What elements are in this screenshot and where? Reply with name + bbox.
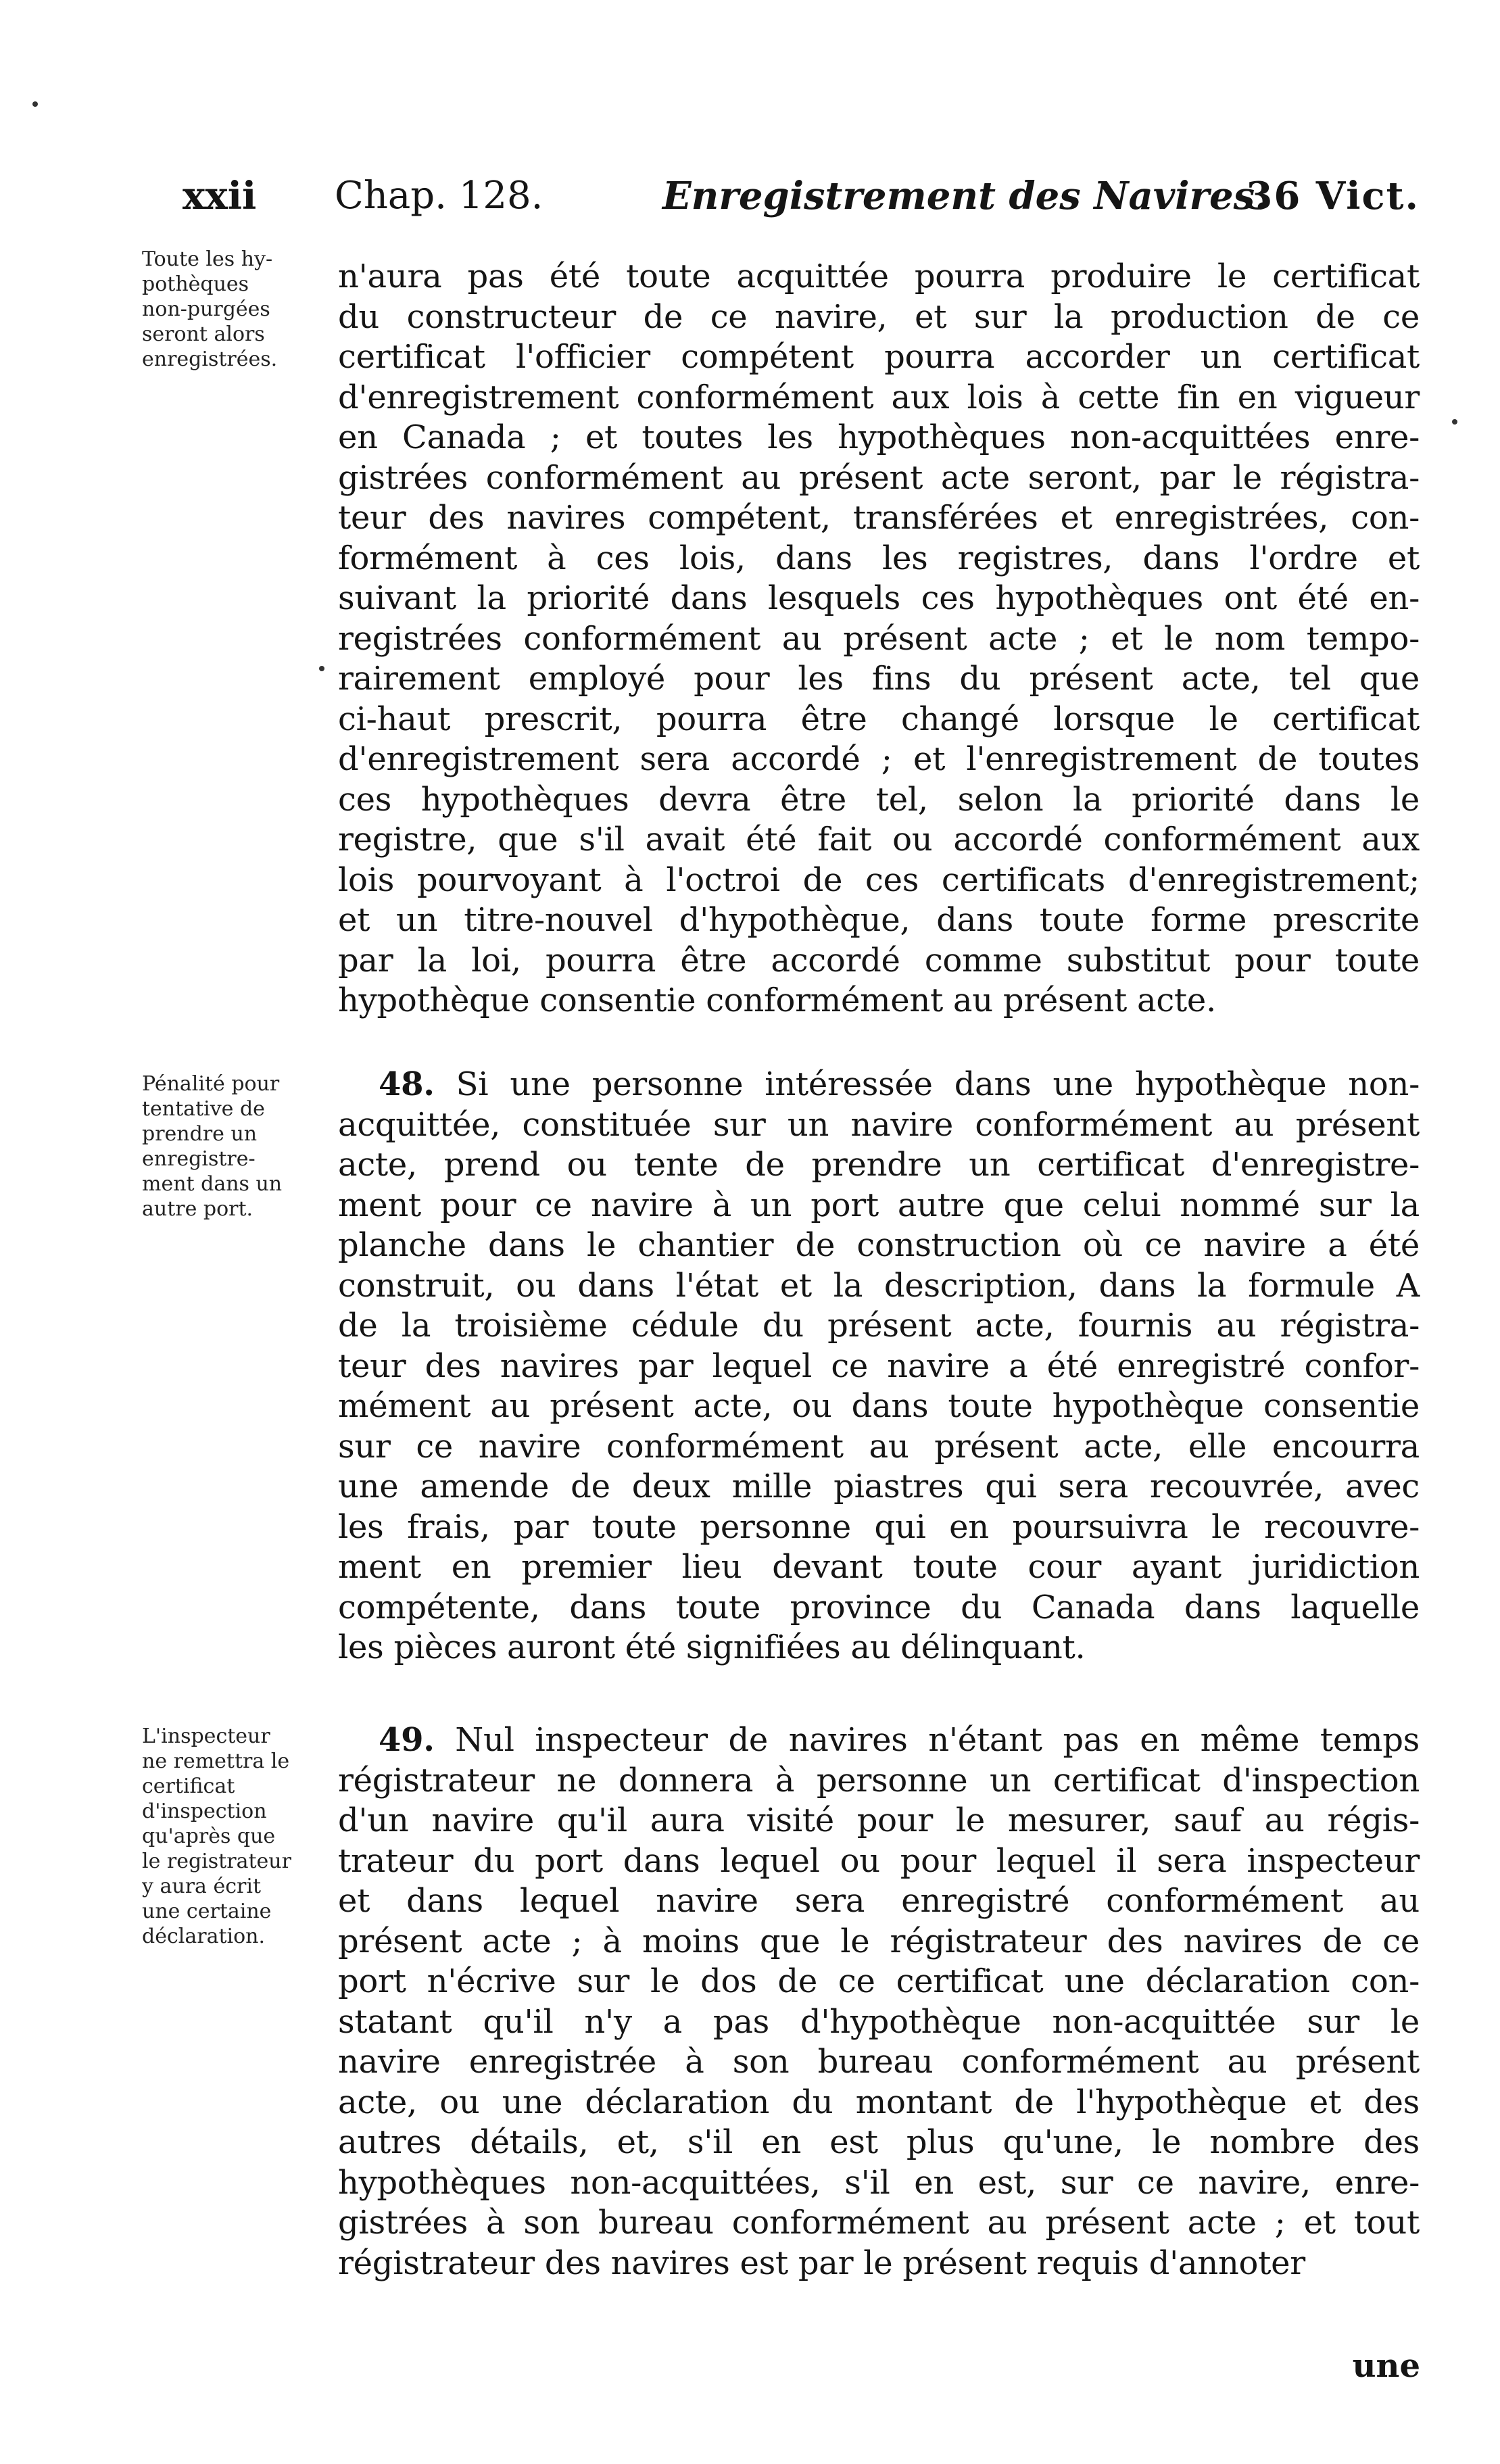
print-speck: [1452, 419, 1457, 425]
sidenote-line: Pénalité pour: [142, 1072, 280, 1096]
section-number: 49.: [379, 1721, 435, 1759]
text-line: teur des navires par lequel ce navire a été enregistré confor-: [338, 1347, 1420, 1385]
regnal-year: 36 Vict.: [1246, 174, 1420, 218]
sidenote-line: pothèques: [142, 272, 249, 296]
sidenote-line: enregistre-: [142, 1147, 256, 1171]
text-line: registre, que s'il avait été fait ou accordé conformément aux: [338, 821, 1420, 859]
text-line: trateur du port dans lequel ou pour lequel il sera inspecteur: [338, 1841, 1420, 1880]
text-line: port n'écrive sur le dos de ce certificat une déclaration con-: [338, 1962, 1420, 2000]
text-line: hypothèques non-acquittées, s'il en est, sur ce navire, enre-: [338, 2163, 1420, 2202]
sidenote-inspector: [142, 1724, 330, 1949]
text-line: sur ce navire conformément au présent acte, elle encourra: [338, 1427, 1420, 1466]
text-line: [338, 1720, 1420, 1761]
text-line: compétente, dans toute province du Canada dans laquelle: [338, 1588, 1420, 1626]
sidenote-line: certificat: [142, 1774, 235, 1798]
text-line: planche dans le chantier de construction où ce navire a été: [338, 1226, 1420, 1264]
text-line: par la loi, pourra être accordé comme substitut pour toute: [338, 941, 1420, 980]
text-line-content: Si une personne intéressée dans une hypothèque non-: [456, 1065, 1420, 1103]
text-line: certificat l'officier compétent pourra accorder un certificat: [338, 338, 1420, 376]
sidenote-line: prendre un: [142, 1122, 258, 1146]
sidenote-line: une certaine: [142, 1900, 272, 1923]
text-line-content: Nul inspecteur de navires n'étant pas en même temps: [455, 1721, 1420, 1759]
print-speck: [32, 101, 38, 107]
text-line: d'un navire qu'il aura visité pour le mesurer, sauf au régis-: [338, 1802, 1420, 1839]
sidenote-line: L'inspecteur: [142, 1724, 270, 1748]
text-line: du constructeur de ce navire, et sur la production de ce: [338, 297, 1420, 336]
text-line: d'enregistrement sera accordé ; et l'enregistrement de toutes: [338, 740, 1420, 778]
text-line: en Canada ; et toutes les hypothèques non-acquittées enre-: [338, 418, 1420, 456]
text-line: ment en premier lieu devant toute cour ayant juridiction: [338, 1548, 1420, 1586]
text-line: [338, 1065, 1420, 1105]
text-line: les frais, par toute personne qui en poursuivra le recouvre-: [338, 1507, 1420, 1546]
sidenote-line: seront alors: [142, 322, 265, 346]
text-line: acte, ou une déclaration du montant de l'hypothèque et des: [338, 2083, 1420, 2121]
section-48: [338, 1065, 1420, 1668]
text-line: mément au présent acte, ou dans toute hypothèque consentie: [338, 1387, 1420, 1425]
section-49: [338, 1720, 1420, 2284]
sidenote-line: qu'après que: [142, 1825, 276, 1848]
text-line: gistrées à son bureau conformément au présent acte ; et tout: [338, 2204, 1420, 2242]
text-line: statant qu'il n'y a pas d'hypothèque non-acquittée sur le: [338, 2002, 1420, 2041]
sidenote-line: Toute les hy-: [142, 247, 273, 271]
sidenote-line: y aura écrit: [142, 1875, 262, 1898]
section-number: 48.: [379, 1065, 435, 1103]
text-line: régistrateur des navires est par le présent requis d'annoter: [338, 2244, 1305, 2282]
text-line: n'aura pas été toute acquittée pourra produire le certificat: [338, 258, 1420, 295]
text-line: acquittée, constituée sur un navire conformément au présent: [338, 1105, 1420, 1144]
sidenote-line: d'inspection: [142, 1799, 267, 1823]
text-line: gistrées conformément au présent acte seront, par le régistra-: [338, 458, 1420, 497]
sidenote-line: ne remettra le: [142, 1749, 290, 1773]
text-line: et un titre-nouvel d'hypothèque, dans toute forme prescrite: [338, 901, 1420, 939]
text-line: autres détails, et, s'il en est plus qu'une, le nombre des: [338, 2123, 1420, 2161]
text-line: présent acte ; à moins que le régistrateur des navires de ce: [338, 1922, 1420, 1960]
text-line: et dans lequel navire sera enregistré conformément au: [338, 1882, 1420, 1920]
text-line: régistrateur ne donnera à personne un certificat d'inspection: [338, 1761, 1420, 1799]
page-number: xxii: [183, 174, 257, 218]
print-speck: [319, 666, 324, 671]
text-line: suivant la priorité dans lesquels ces hypothèques ont été en-: [338, 579, 1420, 617]
sidenote-line: le registrateur: [142, 1850, 291, 1873]
text-line: acte, prend ou tente de prendre un certificat d'enregistre-: [338, 1146, 1420, 1184]
text-line: hypothèque consentie conformément au présent acte.: [338, 982, 1216, 1019]
text-line: de la troisième cédule du présent acte, fournis au régistra-: [338, 1307, 1420, 1345]
text-line: les pièces auront été signifiées au délinquant.: [338, 1628, 1086, 1666]
text-line: navire enregistrée à son bureau conformément au présent: [338, 2043, 1420, 2081]
sidenote-line: tentative de: [142, 1097, 265, 1121]
text-line: registrées conformément au présent acte ; et le nom tempo-: [338, 619, 1420, 658]
sidenote-line: non-purgées: [142, 297, 270, 321]
text-line: construit, ou dans l'état et la description, dans la formule A: [338, 1266, 1420, 1305]
sidenote-line: déclaration.: [142, 1925, 266, 1948]
chapter-label: Chap. 128.: [335, 174, 543, 218]
running-title: Enregistrement des Navires.: [662, 174, 1268, 218]
text-line: d'enregistrement conformément aux lois à cette fin en vigueur: [338, 378, 1420, 416]
sidenote-mortgages: [142, 247, 330, 372]
paragraph-continuation: [338, 257, 1420, 1021]
text-line: lois pourvoyant à l'octroi de ces certificats d'enregistrement;: [338, 861, 1420, 899]
sidenote-line: enregistrées.: [142, 347, 278, 371]
text-line: rairement employé pour les fins du présent acte, tel que: [338, 660, 1420, 698]
text-line: une amende de deux mille piastres qui sera recouvrée, avec: [338, 1468, 1420, 1505]
text-line: ci-haut prescrit, pourra être changé lorsque le certificat: [338, 700, 1420, 738]
catchword: une: [1352, 2347, 1420, 2385]
sidenote-penalty: [142, 1071, 330, 1222]
text-line: ment pour ce navire à un port autre que celui nommé sur la: [338, 1186, 1420, 1224]
text-line: teur des navires compétent, transférées et enregistrées, con-: [338, 499, 1420, 537]
running-header: [183, 169, 1420, 223]
text-line: ces hypothèques devra être tel, selon la priorité dans le: [338, 780, 1420, 819]
text-line: formément à ces lois, dans les registres, dans l'ordre et: [338, 539, 1420, 577]
sidenote-line: ment dans un: [142, 1172, 283, 1196]
sidenote-line: autre port.: [142, 1197, 253, 1221]
